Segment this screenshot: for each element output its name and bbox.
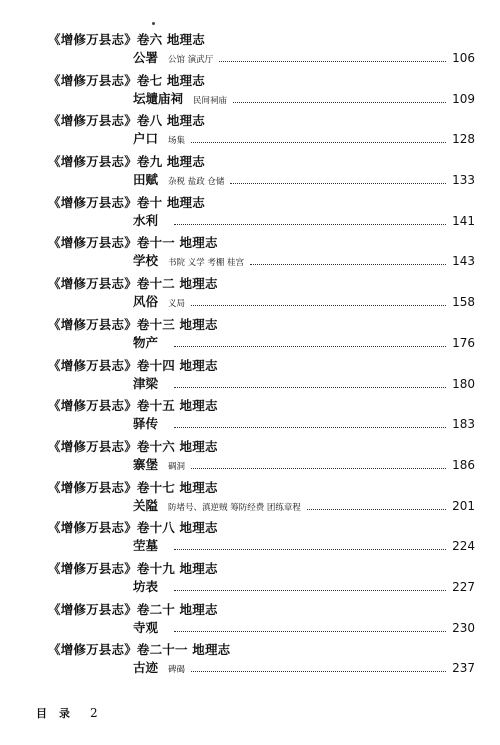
page-footer bbox=[36, 705, 98, 721]
dot-leader bbox=[191, 671, 446, 672]
toc-entry bbox=[0, 152, 500, 193]
toc-entry bbox=[0, 356, 500, 397]
dot-leader bbox=[230, 183, 446, 184]
section-title: 户口 bbox=[133, 131, 159, 147]
toc-entry bbox=[0, 559, 500, 600]
footer-page-number: 2 bbox=[90, 706, 98, 720]
page-number: 224 bbox=[452, 539, 475, 554]
section-subtitle: 民间祠庙 bbox=[193, 95, 228, 106]
page-number: 176 bbox=[452, 335, 475, 350]
toc-row[interactable] bbox=[133, 414, 475, 432]
volume-heading: 《增修万县志》卷十六 地理志 bbox=[48, 438, 218, 454]
toc-entry bbox=[0, 437, 500, 478]
toc-entry bbox=[0, 478, 500, 519]
dot-leader bbox=[233, 102, 446, 103]
page-number: 106 bbox=[452, 51, 475, 65]
toc-row[interactable] bbox=[133, 618, 475, 636]
section-subtitle: 防堵号、滇逆贼 筹防经费 团练章程 bbox=[168, 502, 301, 513]
toc-row[interactable] bbox=[133, 455, 475, 473]
dot-leader bbox=[174, 590, 446, 591]
section-title: 茔墓 bbox=[133, 538, 159, 554]
toc-entry bbox=[0, 600, 500, 641]
toc-entry bbox=[0, 396, 500, 437]
volume-heading: 《增修万县志》卷十七 地理志 bbox=[48, 479, 218, 495]
volume-heading: 《增修万县志》卷八 地理志 bbox=[48, 113, 205, 129]
section-title: 寨堡 bbox=[133, 456, 159, 472]
section-title: 物产 bbox=[133, 334, 159, 350]
dot-leader bbox=[174, 224, 446, 225]
dot-leader bbox=[174, 387, 446, 388]
toc-row[interactable] bbox=[133, 536, 475, 554]
table-of-contents bbox=[0, 30, 500, 681]
toc-row[interactable] bbox=[133, 211, 475, 229]
section-subtitle: 碑碣 bbox=[168, 665, 186, 676]
dot-leader bbox=[250, 264, 446, 265]
volume-heading: 《增修万县志》卷二十一 地理志 bbox=[48, 642, 231, 658]
section-title: 风俗 bbox=[133, 294, 159, 310]
toc-row[interactable] bbox=[133, 170, 475, 188]
toc-row[interactable] bbox=[133, 496, 475, 514]
section-title: 学校 bbox=[133, 253, 159, 269]
section-title: 田赋 bbox=[133, 172, 159, 188]
toc-entry bbox=[0, 640, 500, 681]
footer-label-char-1: 目 bbox=[36, 707, 47, 720]
toc-row[interactable] bbox=[133, 89, 475, 107]
toc-row[interactable] bbox=[133, 292, 475, 310]
page-number: 180 bbox=[452, 376, 475, 391]
toc-entry bbox=[0, 315, 500, 356]
page-number: 133 bbox=[452, 173, 475, 188]
page-number: 227 bbox=[452, 579, 475, 594]
volume-heading: 《增修万县志》卷七 地理志 bbox=[48, 72, 205, 88]
section-title: 坛壝庙祠 bbox=[133, 90, 184, 106]
toc-row[interactable] bbox=[133, 374, 475, 392]
toc-entry bbox=[0, 518, 500, 559]
page-number: 141 bbox=[452, 213, 475, 228]
dot-leader bbox=[307, 509, 446, 510]
toc-entry bbox=[0, 111, 500, 152]
page-number: 158 bbox=[452, 295, 475, 310]
toc-row[interactable] bbox=[133, 577, 475, 595]
page-number: 128 bbox=[452, 132, 475, 147]
page-number: 109 bbox=[452, 91, 475, 106]
section-title: 关隘 bbox=[133, 497, 159, 513]
toc-entry bbox=[0, 274, 500, 315]
volume-heading: 《增修万县志》卷十九 地理志 bbox=[48, 560, 218, 576]
toc-row[interactable] bbox=[133, 333, 475, 351]
scan-speck bbox=[152, 22, 155, 25]
toc-entry bbox=[0, 193, 500, 234]
section-subtitle: 碉洞 bbox=[168, 461, 186, 472]
dot-leader bbox=[174, 427, 446, 428]
toc-entry bbox=[0, 233, 500, 274]
section-subtitle: 公馆 演武厅 bbox=[168, 55, 214, 65]
section-title: 公署 bbox=[133, 50, 159, 65]
page-number: 183 bbox=[452, 417, 475, 432]
section-subtitle: 义局 bbox=[168, 299, 186, 310]
dot-leader bbox=[174, 346, 446, 347]
toc-row[interactable] bbox=[133, 48, 475, 66]
section-subtitle: 杂税 盐政 仓储 bbox=[168, 177, 225, 188]
volume-heading: 《增修万县志》卷十三 地理志 bbox=[48, 316, 218, 332]
toc-entry bbox=[0, 71, 500, 112]
dot-leader bbox=[191, 142, 446, 143]
section-title: 寺观 bbox=[133, 619, 159, 635]
toc-row[interactable] bbox=[133, 251, 475, 269]
page-number: 186 bbox=[452, 457, 475, 472]
page-number: 143 bbox=[452, 254, 475, 269]
section-subtitle: 书院 义学 考棚 桂宫 bbox=[168, 258, 245, 269]
dot-leader bbox=[219, 61, 446, 62]
volume-heading: 《增修万县志》卷六 地理志 bbox=[48, 32, 205, 47]
volume-heading: 《增修万县志》卷十二 地理志 bbox=[48, 276, 218, 292]
volume-heading: 《增修万县志》卷十 地理志 bbox=[48, 194, 205, 210]
volume-heading: 《增修万县志》卷二十 地理志 bbox=[48, 601, 218, 617]
section-title: 坊表 bbox=[133, 578, 159, 594]
page-number: 230 bbox=[452, 620, 475, 635]
dot-leader bbox=[174, 631, 446, 632]
dot-leader bbox=[191, 468, 446, 469]
page-number: 237 bbox=[452, 661, 475, 676]
section-title: 津梁 bbox=[133, 375, 159, 391]
volume-heading: 《增修万县志》卷十一 地理志 bbox=[48, 235, 218, 251]
volume-heading: 《增修万县志》卷十四 地理志 bbox=[48, 357, 218, 373]
volume-heading: 《增修万县志》卷十五 地理志 bbox=[48, 398, 218, 414]
footer-label-char-2: 录 bbox=[59, 707, 70, 720]
section-title: 古迹 bbox=[133, 660, 159, 676]
volume-heading: 《增修万县志》卷十八 地理志 bbox=[48, 520, 218, 536]
section-title: 水利 bbox=[133, 212, 159, 228]
page-number: 201 bbox=[452, 498, 475, 513]
dot-leader bbox=[191, 305, 446, 306]
section-subtitle: 场集 bbox=[168, 136, 186, 147]
volume-heading: 《增修万县志》卷九 地理志 bbox=[48, 154, 205, 170]
dot-leader bbox=[174, 549, 446, 550]
section-title: 驿传 bbox=[133, 416, 159, 432]
toc-row[interactable] bbox=[133, 129, 475, 147]
toc-entry bbox=[0, 30, 500, 71]
toc-row[interactable] bbox=[133, 658, 475, 676]
